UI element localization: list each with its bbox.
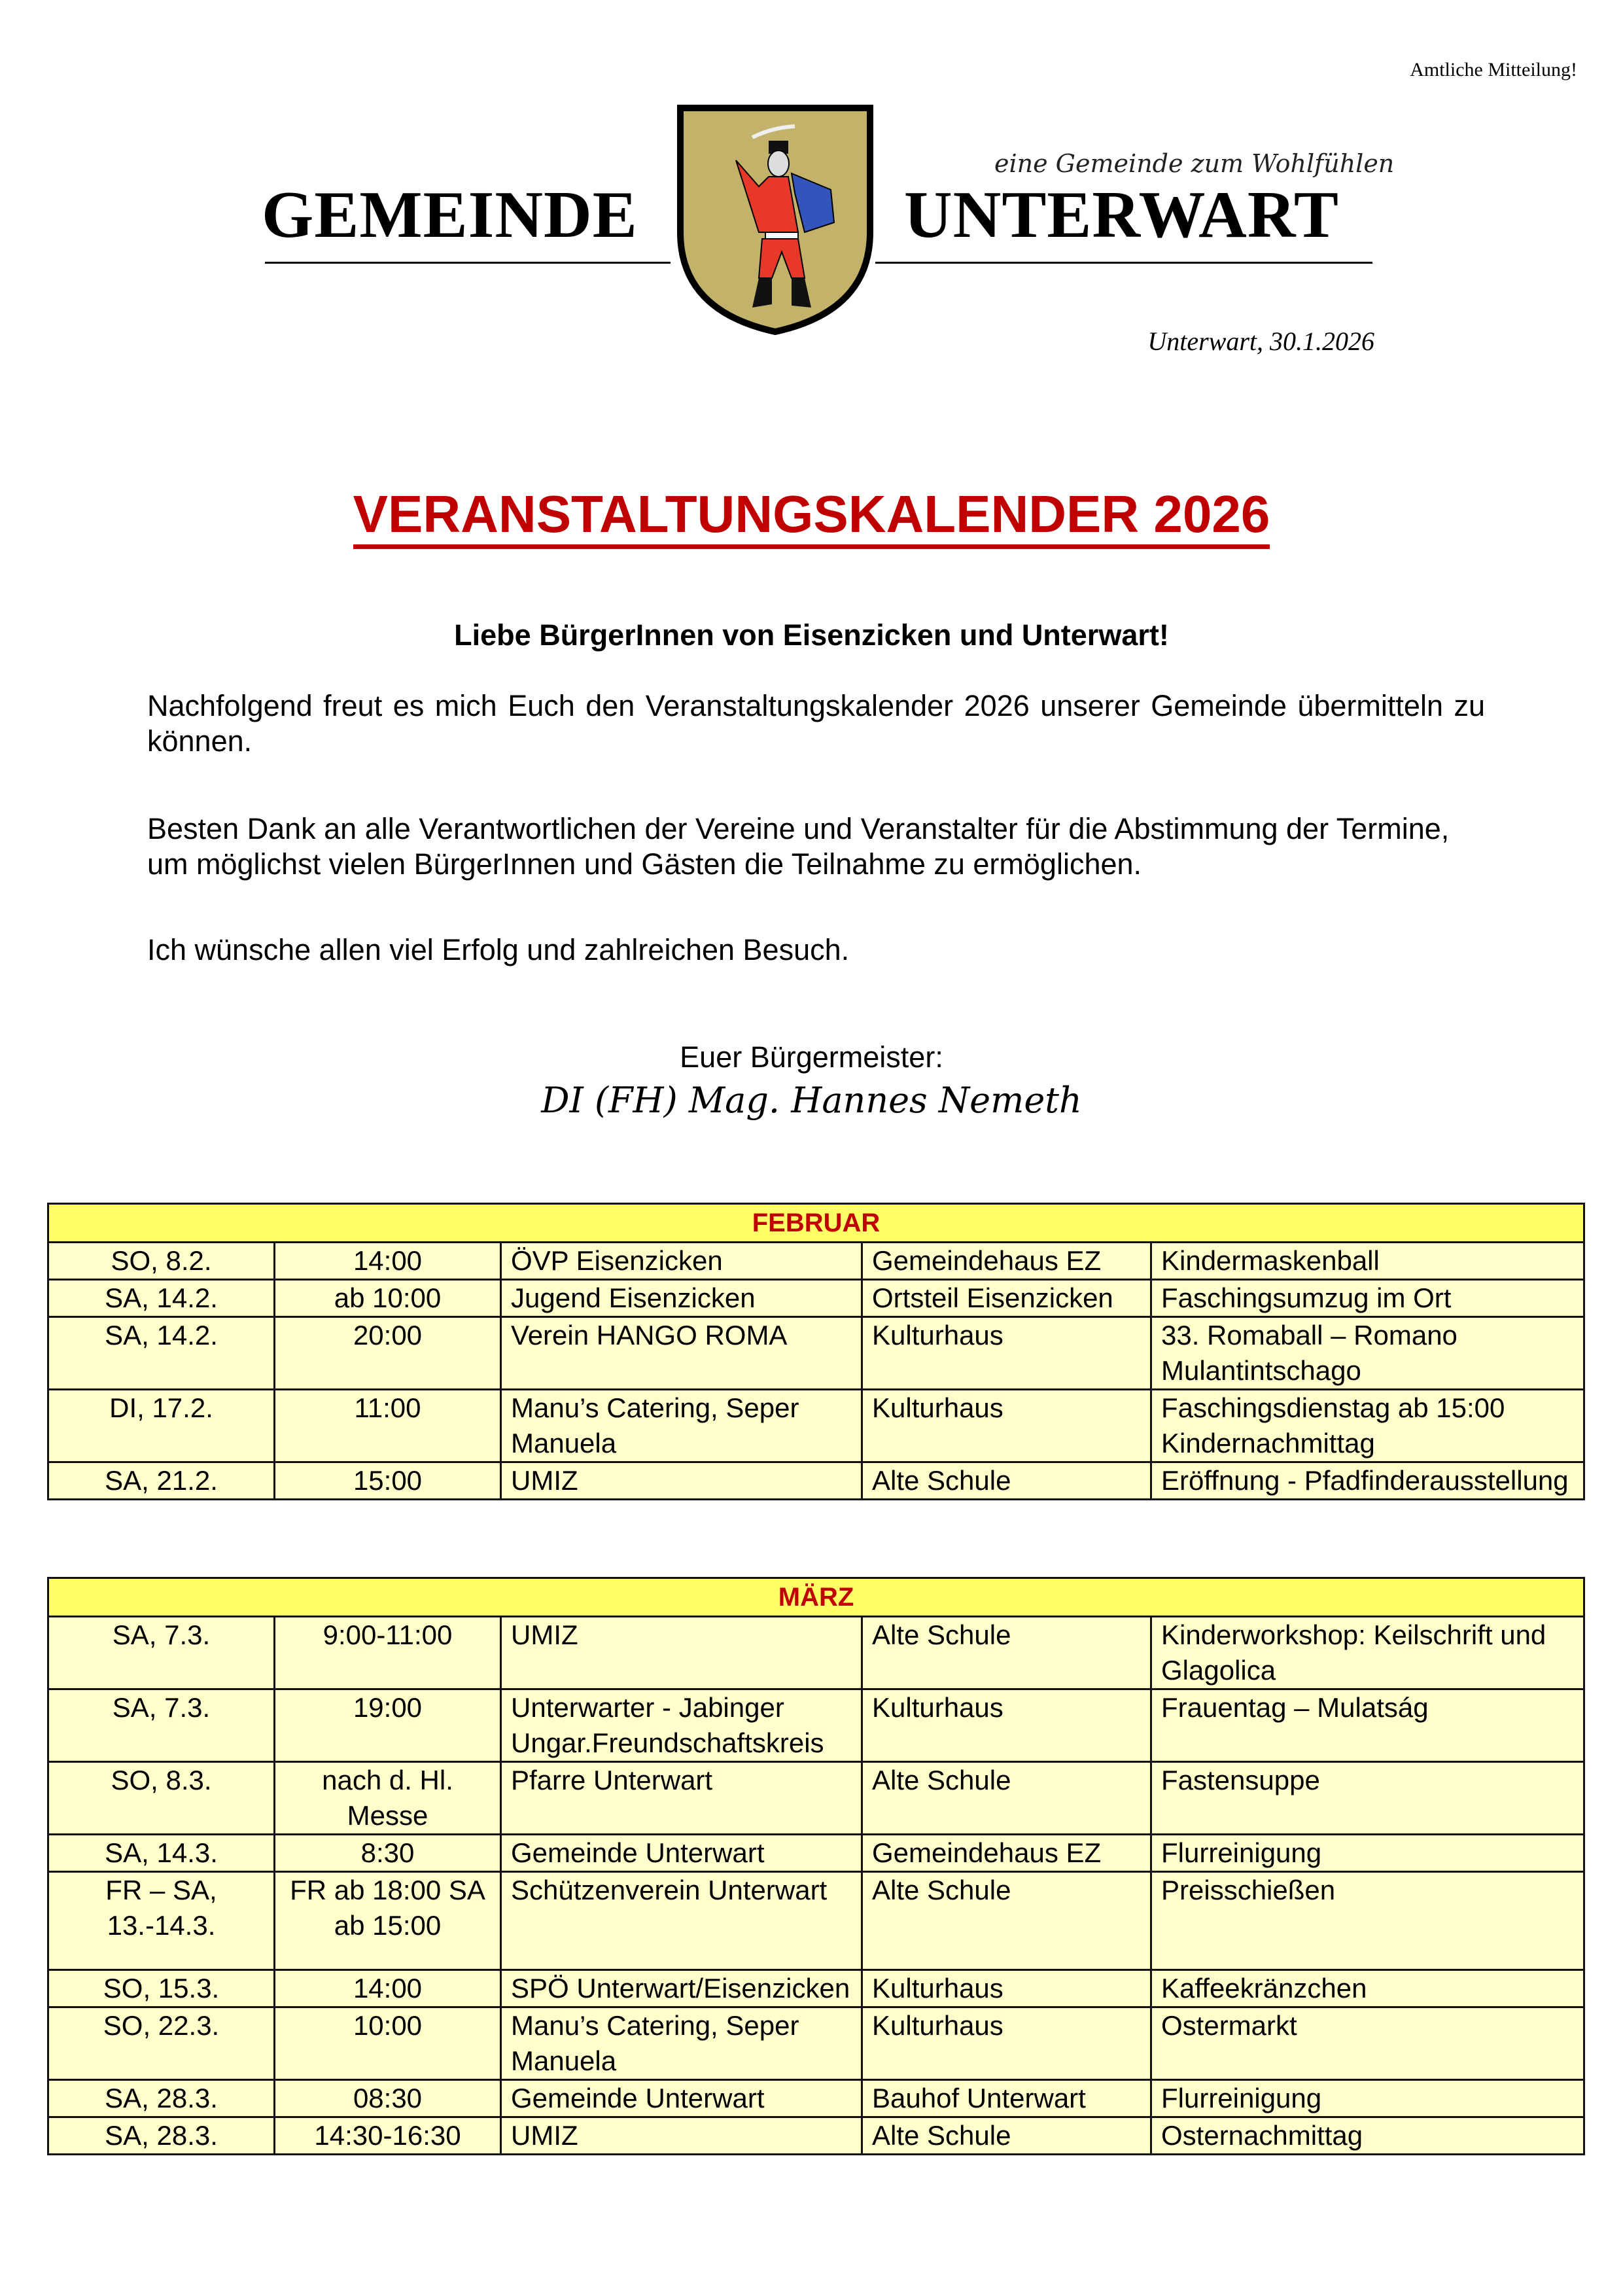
tagline: eine Gemeinde zum Wohlfühlen bbox=[994, 149, 1395, 178]
page-title-text: VERANSTALTUNGSKALENDER 2026 bbox=[353, 485, 1270, 549]
cell-organizer: Manu’s Catering, Seper Manuela bbox=[501, 1390, 862, 1462]
cell-venue: Alte Schule bbox=[862, 2117, 1151, 2155]
official-notice-label: Amtliche Mitteilung! bbox=[1410, 59, 1577, 80]
table-row bbox=[48, 2007, 1584, 2080]
cell-organizer: UMIZ bbox=[501, 1462, 862, 1500]
table-row bbox=[48, 1462, 1584, 1500]
cell-date: SA, 28.3. bbox=[48, 2117, 275, 2155]
greeting: Liebe BürgerInnen von Eisenzicken und Unterwart! bbox=[454, 618, 1169, 652]
calendar-table-march bbox=[47, 1577, 1585, 2155]
cell-event: Flurreinigung bbox=[1151, 1835, 1584, 1872]
cell-time: 11:00 bbox=[275, 1390, 501, 1462]
place-date: Unterwart, 30.1.2026 bbox=[1147, 327, 1374, 356]
cell-event: Kaffeekränzchen bbox=[1151, 1970, 1584, 2007]
cell-time: 14:00 bbox=[275, 1970, 501, 2007]
paragraph-intro: Nachfolgend freut es mich Euch den Veranstaltungskalender 2026 unserer Gemeinde übermitteln zu können. bbox=[147, 689, 1485, 758]
cell-organizer: Jugend Eisenzicken bbox=[501, 1280, 862, 1317]
signoff-label: Euer Bürgermeister: bbox=[680, 1040, 943, 1074]
table-row bbox=[48, 1872, 1584, 1970]
coat-of-arms-icon bbox=[674, 101, 877, 337]
cell-organizer: Verein HANGO ROMA bbox=[501, 1317, 862, 1390]
cell-organizer: Pfarre Unterwart bbox=[501, 1762, 862, 1835]
cell-organizer: Gemeinde Unterwart bbox=[501, 1835, 862, 1872]
cell-time: FR ab 18:00 SA ab 15:00 bbox=[275, 1872, 501, 1970]
cell-event: Preisschießen bbox=[1151, 1872, 1584, 1970]
cell-venue: Kulturhaus bbox=[862, 1390, 1151, 1462]
cell-organizer: Manu’s Catering, Seper Manuela bbox=[501, 2007, 862, 2080]
cell-venue: Kulturhaus bbox=[862, 2007, 1151, 2080]
cell-date: SO, 22.3. bbox=[48, 2007, 275, 2080]
page-title bbox=[0, 484, 1623, 544]
table-row bbox=[48, 1835, 1584, 1872]
cell-venue: Ortsteil Eisenzicken bbox=[862, 1280, 1151, 1317]
paragraph-wishes: Ich wünsche allen viel Erfolg und zahlreichen Besuch. bbox=[147, 933, 850, 966]
paragraph-thanks: Besten Dank an alle Verantwortlichen der Vereine und Veranstalter für die Abstimmung der Termine, um möglichst vielen BürgerInnen und Gästen die Teilnahme zu ermöglichen. bbox=[147, 812, 1450, 881]
cell-date: SO, 8.3. bbox=[48, 1762, 275, 1835]
cell-event: Eröffnung - Pfadfinderausstellung bbox=[1151, 1462, 1584, 1500]
cell-venue: Gemeindehaus EZ bbox=[862, 1835, 1151, 1872]
month-header-row bbox=[48, 1204, 1584, 1243]
signoff-name: DI (FH) Mag. Hannes Nemeth bbox=[541, 1080, 1082, 1121]
brand-gemeinde: GEMEINDE bbox=[262, 178, 638, 252]
cell-time: 14:00 bbox=[275, 1243, 501, 1280]
table-row bbox=[48, 2080, 1584, 2117]
cell-date: SA, 7.3. bbox=[48, 1617, 275, 1689]
cell-time: ab 10:00 bbox=[275, 1280, 501, 1317]
cell-date: FR – SA, 13.-14.3. bbox=[48, 1872, 275, 1970]
cell-organizer: UMIZ bbox=[501, 2117, 862, 2155]
table-row bbox=[48, 1280, 1584, 1317]
table-row bbox=[48, 2117, 1584, 2155]
cell-venue: Kulturhaus bbox=[862, 1689, 1151, 1762]
cell-venue: Alte Schule bbox=[862, 1872, 1151, 1970]
cell-date: SO, 15.3. bbox=[48, 1970, 275, 2007]
cell-organizer: Gemeinde Unterwart bbox=[501, 2080, 862, 2117]
cell-time: 15:00 bbox=[275, 1462, 501, 1500]
table-row bbox=[48, 1970, 1584, 2007]
header-rule-right bbox=[875, 262, 1372, 264]
cell-venue: Kulturhaus bbox=[862, 1970, 1151, 2007]
cell-date: SA, 14.2. bbox=[48, 1280, 275, 1317]
cell-time: 20:00 bbox=[275, 1317, 501, 1390]
table-row bbox=[48, 1243, 1584, 1280]
month-header-row bbox=[48, 1578, 1584, 1617]
table-row bbox=[48, 1762, 1584, 1835]
cell-organizer: Unterwarter - Jabinger Ungar.Freundschaftskreis bbox=[501, 1689, 862, 1762]
cell-time: 19:00 bbox=[275, 1689, 501, 1762]
cell-event: Frauentag – Mulatság bbox=[1151, 1689, 1584, 1762]
cell-date: SO, 8.2. bbox=[48, 1243, 275, 1280]
month-header: MÄRZ bbox=[48, 1578, 1584, 1617]
cell-event: 33. Romaball – Romano Mulantintschago bbox=[1151, 1317, 1584, 1390]
cell-venue: Kulturhaus bbox=[862, 1317, 1151, 1390]
table-row bbox=[48, 1689, 1584, 1762]
cell-event: Faschingsumzug im Ort bbox=[1151, 1280, 1584, 1317]
cell-time: 08:30 bbox=[275, 2080, 501, 2117]
cell-date: SA, 14.2. bbox=[48, 1317, 275, 1390]
cell-venue: Alte Schule bbox=[862, 1762, 1151, 1835]
cell-organizer: Schützenverein Unterwart bbox=[501, 1872, 862, 1970]
cell-event: Ostermarkt bbox=[1151, 2007, 1584, 2080]
cell-event: Osternachmittag bbox=[1151, 2117, 1584, 2155]
cell-organizer: UMIZ bbox=[501, 1617, 862, 1689]
cell-time: 14:30-16:30 bbox=[275, 2117, 501, 2155]
cell-organizer: SPÖ Unterwart/Eisenzicken bbox=[501, 1970, 862, 2007]
header-rule-left bbox=[265, 262, 671, 264]
cell-venue: Bauhof Unterwart bbox=[862, 2080, 1151, 2117]
cell-time: 8:30 bbox=[275, 1835, 501, 1872]
cell-venue: Alte Schule bbox=[862, 1617, 1151, 1689]
cell-organizer: ÖVP Eisenzicken bbox=[501, 1243, 862, 1280]
cell-date: DI, 17.2. bbox=[48, 1390, 275, 1462]
cell-time: nach d. Hl. Messe bbox=[275, 1762, 501, 1835]
cell-time: 9:00-11:00 bbox=[275, 1617, 501, 1689]
cell-time: 10:00 bbox=[275, 2007, 501, 2080]
cell-event: Fastensuppe bbox=[1151, 1762, 1584, 1835]
calendar-table-february bbox=[47, 1203, 1585, 1500]
cell-event: Kindermaskenball bbox=[1151, 1243, 1584, 1280]
cell-date: SA, 21.2. bbox=[48, 1462, 275, 1500]
cell-event: Kinderworkshop: Keilschrift und Glagolica bbox=[1151, 1617, 1584, 1689]
cell-venue: Gemeindehaus EZ bbox=[862, 1243, 1151, 1280]
cell-event: Faschingsdienstag ab 15:00 Kindernachmittag bbox=[1151, 1390, 1584, 1462]
cell-event: Flurreinigung bbox=[1151, 2080, 1584, 2117]
table-row bbox=[48, 1617, 1584, 1689]
cell-venue: Alte Schule bbox=[862, 1462, 1151, 1500]
cell-date: SA, 28.3. bbox=[48, 2080, 275, 2117]
month-header: FEBRUAR bbox=[48, 1204, 1584, 1243]
brand-unterwart: UNTERWART bbox=[904, 178, 1339, 252]
cell-date: SA, 14.3. bbox=[48, 1835, 275, 1872]
table-row bbox=[48, 1390, 1584, 1462]
cell-date: SA, 7.3. bbox=[48, 1689, 275, 1762]
table-row bbox=[48, 1317, 1584, 1390]
